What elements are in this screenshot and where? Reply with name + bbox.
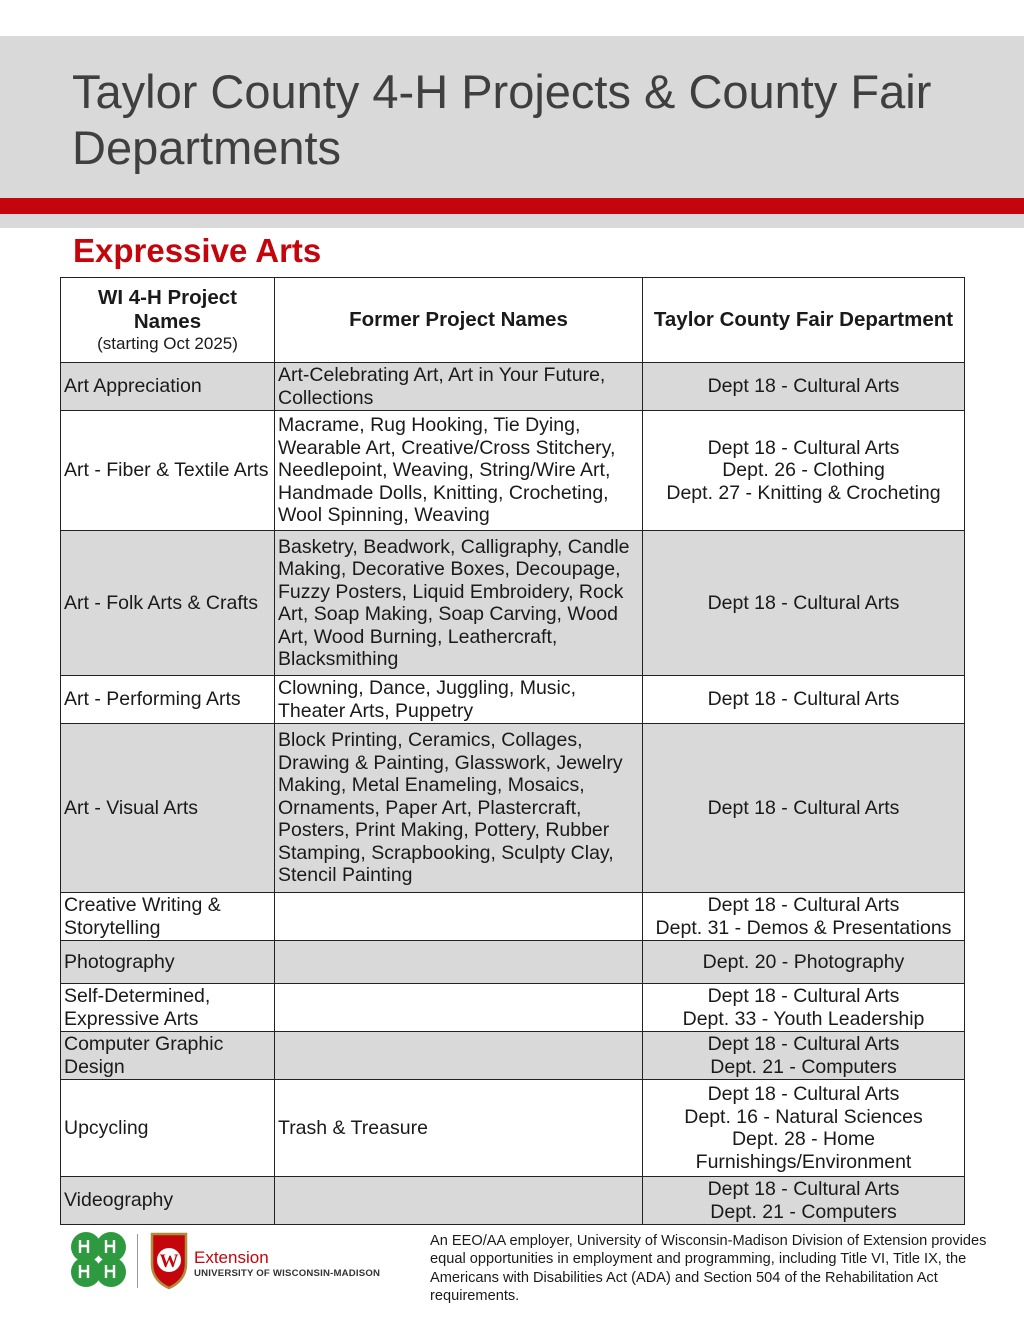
fair-department-cell [643, 676, 965, 724]
department-line: Dept 18 - Cultural Arts [707, 591, 900, 614]
department-line: Dept. 33 - Youth Leadership [682, 1007, 925, 1030]
header-project-names-label: WI 4-H Project Names [98, 286, 237, 333]
table-row [61, 893, 965, 941]
uw-crest-logo [148, 1230, 190, 1290]
former-names-cell [275, 893, 643, 941]
header-banner [0, 36, 1024, 198]
department-line: Dept 18 - Cultural Arts [707, 1033, 900, 1055]
department-line: Dept 18 - Cultural Arts [707, 436, 900, 459]
department-line: Dept. 16 - Natural Sciences [684, 1105, 923, 1128]
red-divider [0, 198, 1024, 214]
fair-department-cell [643, 724, 965, 893]
project-name-cell: Art - Folk Arts & Crafts [61, 531, 275, 676]
former-names-cell: Clowning, Dance, Juggling, Music, Theater Arts, Puppetry [275, 676, 643, 724]
department-line: Dept. 28 - Home Furnishings/Environment [695, 1128, 912, 1173]
section-title: Expressive Arts [73, 232, 322, 269]
department-line: Dept 18 - Cultural Arts [707, 1083, 900, 1105]
extension-name: Extension [194, 1248, 269, 1267]
table-header-row [61, 278, 965, 363]
table-row [61, 1080, 965, 1177]
department-line: Dept 18 - Cultural Arts [707, 1178, 900, 1200]
department-line: Dept 18 - Cultural Arts [707, 375, 900, 398]
project-name-cell: Videography [61, 1177, 275, 1225]
header-former-names: Former Project Names [275, 278, 643, 363]
department-line: Dept 18 - Cultural Arts [707, 894, 900, 916]
table-row [61, 1032, 965, 1080]
project-name-cell: Art - Visual Arts [61, 724, 275, 893]
eeo-statement: An EEO/AA employer, University of Wisconsin-Madison Division of Extension provides equal opportunities in employment and programming, including Title VI, Title IX, the Americans with Disabilities Act (ADA) and Section 504 of the Rehabilitation Act requirements. [430, 1233, 987, 1304]
table-row [61, 363, 965, 411]
fair-department-cell [643, 984, 965, 1032]
uw-crest-letter: W [159, 1251, 179, 1272]
fair-department-cell [643, 531, 965, 676]
fair-department-cell [643, 893, 965, 941]
table-row [61, 984, 965, 1032]
project-name-cell: Upcycling [61, 1080, 275, 1177]
department-line: Dept 18 - Cultural Arts [707, 796, 900, 819]
department-line: Dept. 27 - Knitting & Crocheting [666, 481, 941, 504]
table-row [61, 724, 965, 893]
table-row [61, 531, 965, 676]
department-line: Dept. 21 - Computers [710, 1055, 897, 1078]
department-line: Dept. 26 - Clothing [722, 459, 885, 482]
former-names-cell [275, 941, 643, 984]
project-name-cell: Art - Performing Arts [61, 676, 275, 724]
project-name-cell: Computer Graphic Design [61, 1032, 275, 1080]
former-names-cell: Basketry, Beadwork, Calligraphy, Candle Making, Decorative Boxes, Decoupage, Fuzzy Posters, Liquid Embroidery, Rock Art, Soap Making, Soap Carving, Wood Art, Wood Burning, Leathercraft, Blacksmithing [275, 531, 643, 676]
table-row [61, 676, 965, 724]
page-title: Taylor County 4-H Projects & County Fair Departments [72, 65, 932, 174]
table-row [61, 1177, 965, 1225]
fair-department-cell [643, 411, 965, 531]
project-name-cell: Photography [61, 941, 275, 984]
project-name-cell: Art Appreciation [61, 363, 275, 411]
projects-table [60, 277, 965, 1225]
table-row [61, 941, 965, 984]
former-names-cell [275, 984, 643, 1032]
former-names-cell [275, 1177, 643, 1225]
former-names-cell: Block Printing, Ceramics, Collages, Drawing & Painting, Glasswork, Jewelry Making, Metal Enameling, Mosaics, Ornaments, Paper Art, Plastercraft, Posters, Print Making, Pottery, Rubber Stamping, Scrapbooking, Sculpty Clay, Stencil Painting [275, 724, 643, 893]
former-names-cell: Art-Celebrating Art, Art in Your Future, Collections [275, 363, 643, 411]
4h-clover-logo [66, 1228, 132, 1292]
header-project-names [61, 278, 275, 363]
former-names-cell: Trash & Treasure [275, 1080, 643, 1177]
university-name: UNIVERSITY OF WISCONSIN-MADISON [194, 1268, 381, 1279]
former-names-cell [275, 1032, 643, 1080]
logo-divider [137, 1234, 138, 1288]
project-name-cell: Self-Determined, Expressive Arts [61, 984, 275, 1032]
department-line: Dept 18 - Cultural Arts [707, 688, 900, 711]
department-line: Dept. 21 - Computers [710, 1200, 897, 1223]
department-line: Dept. 20 - Photography [702, 950, 905, 973]
fair-department-cell [643, 1080, 965, 1177]
department-line: Dept. 31 - Demos & Presentations [655, 916, 952, 939]
project-name-cell: Art - Fiber & Textile Arts [61, 411, 275, 531]
fair-department-cell [643, 363, 965, 411]
header-fair-department: Taylor County Fair Department [643, 278, 965, 363]
department-line: Dept 18 - Cultural Arts [707, 985, 900, 1007]
fair-department-cell [643, 1177, 965, 1225]
fair-department-cell [643, 941, 965, 984]
former-names-cell: Macrame, Rug Hooking, Tie Dying, Wearable Art, Creative/Cross Stitchery, Needlepoint, Weaving, String/Wire Art, Handmade Dolls, Knitting, Crocheting, Wool Spinning, Weaving [275, 411, 643, 531]
fair-department-cell [643, 1032, 965, 1080]
table-row [61, 411, 965, 531]
header-project-names-sub: (starting Oct 2025) [97, 334, 238, 353]
project-name-cell: Creative Writing & Storytelling [61, 893, 275, 941]
grey-divider [0, 214, 1024, 228]
